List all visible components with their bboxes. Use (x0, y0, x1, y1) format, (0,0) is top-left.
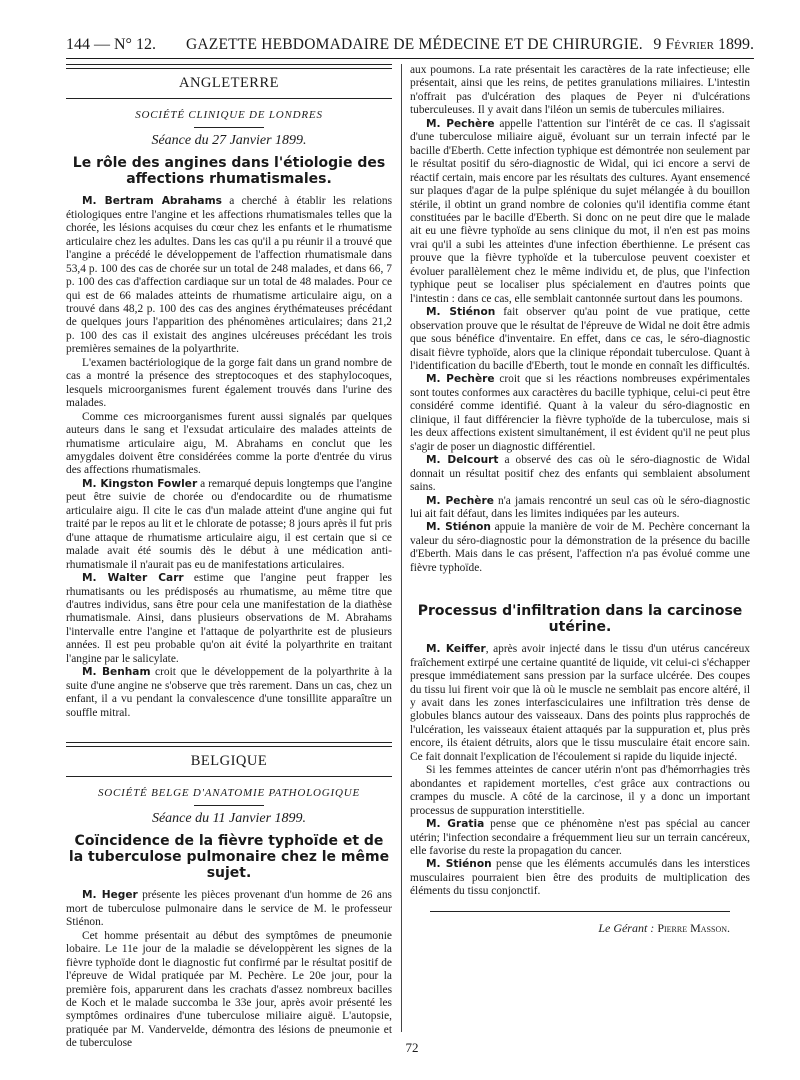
article-title: Coïncidence de la fièvre typhoïde et de la tuberculose pulmonaire chez le même sujet. (68, 833, 390, 882)
signature-label: Le Gérant : (598, 920, 658, 935)
article-title: Le rôle des angines dans l'étiologie des affections rhumatismales. (72, 155, 386, 188)
paragraph (66, 889, 392, 929)
paragraph-text: appuie la manière de voir de M. Pechère concernant la valeur du séro-diagnostic pour la démonstration de la présence du bacille d'Eberth. Mais dans le cas présent, l'affection n'a pas évolué comme une fièvre typhoïde. (410, 521, 750, 574)
page-number: 72 (405, 1040, 419, 1055)
speaker-name: M. Gratia (426, 818, 485, 831)
paragraph (66, 195, 392, 356)
paragraph-text: fait observer qu'au point de vue pratique, cette observation prouve que le résultat de l'épreuve de Widal ne doit être admis que sous bénéfice d'inventaire. En effet, dans ce cas, le séro-diagnostic disait fièvre typhoïde, alors que la clinique répondait tuberculose. Quant à l'identification du bacille d'Eberth, tout le monde en connaît les difficultés. (410, 306, 750, 372)
section-rule (66, 742, 392, 747)
paragraph-text: a cherché à établir les relations étiologiques entre l'angine et les affections rhumatismales telles que la chorée, les lésions acquises du cœur chez les enfants et le rhumatisme articulaire chez les adultes. Dans les cas qu'il a pu réunir il a trouvé que l'angine a précédé le développement de l'affection rhumatismale dans 53,4 p. 100 des cas de chorée sur un total de 248 malades, et dans 66, 7 p. 100 des cas d'affection cardiaque sur un total de 48 malades. Pour ce qui est de 66 malades atteints de rhumatisme articulaire aigu, on a trouvé dans 48,2 p. 100 des cas des angines érythémateuses précédant de quelques jours l'apparition des phénomènes articulaires; dans 21,2 p. 100 des cas il existait des angines ulcéreuses précédant les trois premières semaines de la polyarthrite. (66, 195, 393, 356)
article-body (410, 643, 750, 899)
speaker-name: M. Bertram Abrahams (82, 195, 222, 208)
country-heading-angleterre: ANGLETERRE (178, 75, 280, 91)
signature (410, 922, 750, 935)
speaker-name: M. Heger (82, 889, 138, 902)
paragraph (410, 373, 750, 454)
paragraph (66, 411, 392, 478)
paragraph (410, 306, 750, 373)
speaker-name: M. Pechère (426, 117, 495, 130)
section-rule (66, 98, 392, 99)
speaker-name: M. Pechère (426, 373, 495, 386)
signature-name: Pierre Masson. (657, 920, 730, 935)
paragraph (410, 64, 750, 118)
journal-title: GAZETTE HEBDOMADAIRE DE MÉDECINE ET DE CHIRURGIE. (186, 36, 643, 53)
article-body (66, 195, 392, 720)
article-title: Processus d'infiltration dans la carcinose utérine. (417, 603, 743, 636)
paragraph-text: Cet homme présentait au début des symptômes de pneumonie lobaire. Le 11e jour de la maladie se développèrent les signes de la fièvre typhoïde dont le diagnostic fut confirmé par le résultat positif de l'épreuve de Widal pratiquée par M. Pechère. Le 20e jour, pour la première fois, apparurent dans les crachats d'assez nombreux bacilles de Koch et le malade succomba le 33e jour, après avoir présenté les symptômes ordinaires d'une tuberculose miliaire aiguë. L'autopsie, pratiquée par M. Vandervelde, démontra des lésions de pneumonie et de tuberculose (66, 929, 392, 1050)
paragraph-text: Si les femmes atteintes de cancer utérin n'ont pas d'hémorrhagies très abondantes et rapidement mortelles, c'est grâce aux contractions ou crampes du muscle. A côté de la carcinose, il y a donc un important processus de suppuration interstitielle. (410, 764, 750, 817)
paragraph (66, 572, 392, 666)
society-name: SOCIÉTÉ CLINIQUE DE LONDRES (135, 109, 323, 122)
session-date: Séance du 27 Janvier 1899. (151, 132, 307, 148)
paragraph-text: croit que si les réactions nombreuses expérimentales sont toutes conformes aux caractères du bacille typhique, celui-ci peut être considéré comme identifié. Quant à la valeur du séro-diagnostic en clinique, il faut différencier la fièvre typhoïde de la tuberculose, mais si les deux affections existent simultanément, il est évident qu'il ne peut plus s'agir de poser un diagnostic différentiel. (410, 373, 751, 453)
paragraph-text: pense que ce phénomène n'est pas spécial au cancer utérin; l'infection secondaire a fréquemment lieu sur un terrain cancéreux, elle favorise du reste la propagation du cancer. (410, 818, 751, 858)
issue-date: 9 Février 1899. (653, 36, 754, 53)
speaker-name: M. Stiénon (426, 521, 491, 534)
paragraph-text: croit que le développement de la polyarthrite à la suite d'une angine ne s'observe que très rarement. Dans un cas, chez un enfant, il a vu pendant la convalescence d'une tonsillite apparaître un souffle mitral. (66, 666, 392, 719)
article-body (66, 889, 392, 1050)
speaker-name: M. Benham (82, 666, 151, 679)
paragraph (66, 930, 392, 1051)
signature-rule (430, 911, 730, 912)
paragraph-text: présente les pièces provenant d'un homme de 26 ans mort de tuberculose pulmonaire dans le service de M. le professeur Stiénon. (66, 889, 392, 929)
short-separator (194, 805, 264, 806)
column-divider (401, 64, 402, 1032)
section-rule (66, 64, 392, 69)
speaker-name: M. Keiffer (426, 643, 486, 656)
speaker-name: M. Walter Carr (82, 572, 184, 585)
paragraph (66, 478, 392, 572)
paragraph (410, 764, 750, 818)
article-body-continued (410, 64, 750, 575)
right-column (410, 64, 750, 935)
country-heading-belgique: BELGIQUE (190, 753, 268, 770)
speaker-name: M. Kingston Fowler (82, 477, 198, 490)
paragraph-text: appelle l'attention sur l'intérêt de ce cas. Il s'agissait d'une tuberculose miliaire aiguë, évoluant sur un terrain infecté par le bacille d'Eberth. Cette infection typhique est démontrée non seulement par le résultat positif du séro-diagnostic de Widal, qui ici encore a servi de réactif certain, mais encore par les résultats des cultures. Ayant ensemencé sur plaques d'agar de la pulpe splénique du sujet mélangée à du bouillon stérile, il obtint un grand nombre de colonies qu'il identifia comme étant constituées par le bacille d'Eberth. Si donc on ne peut dire que le malade ait eu une fièvre typhoïde au sens clinique du mot, il n'en est pas moins vrai qu'il a subi les atteintes d'une infection éberthienne. Le présent cas prouve que la fièvre typhoïde et la tuberculose peuvent coexister et évoluer parallèlement chez le même individu et, de plus, que l'infection typhique peut se localiser plus spécialement en d'autres points que l'intestin : dans ce cas, elle semblait cantonnée surtout dans les poumons. (410, 117, 750, 305)
short-separator (194, 127, 264, 128)
paragraph (410, 643, 750, 764)
paragraph (66, 666, 392, 720)
speaker-name: M. Delcourt (426, 454, 499, 467)
paragraph (410, 495, 750, 522)
paragraph-text: Comme ces microorganismes furent aussi signalés par quelques auteurs dans le sang et l'exsudat articulaire des malades atteints de rhumatisme articulaire aigu, M. Abrahams en conclut que les amygdales doivent être considérées comme la porte d'entrée du virus des affections rhumatismales. (66, 410, 392, 477)
paragraph-text: , après avoir injecté dans le tissu d'un utérus cancéreux fraîchement extirpé une certaine quantité de liquide, vit celui-ci s'échapper presque immédiatement sans pression par la surface ulcérée. Des coupes du tissu lui firent voir que là où le muscle ne semblait pas encore altéré, il y avait dans les zones interfasciculaires une infiltration très dense de globules blancs autour des vaisseaux. Dans des points plus rapprochés de l'ulcération, les vaisseaux étaient attaqués par la suppuration et, plus près encore, ils étaient détruits, alors que le tissu musculaire était encore sain. Ce fait donnait l'explication de l'écoulement si rapide du liquide injecté. (410, 643, 750, 763)
speaker-name: M. Stiénon (426, 858, 492, 871)
paragraph-text: pense que les éléments accumulés dans les interstices musculaires pourraient bien être des produits de multiplication des éléments du tissu conjonctif. (410, 858, 750, 898)
page-issue-number: 144 — N° 12. (66, 36, 156, 53)
paragraph (66, 357, 392, 411)
paragraph (410, 858, 750, 898)
society-name: SOCIÉTÉ BELGE D'ANATOMIE PATHOLOGIQUE (97, 787, 361, 800)
paragraph (410, 454, 750, 494)
paragraph (410, 818, 750, 858)
paragraph (410, 521, 750, 575)
speaker-name: M. Pechère (426, 494, 494, 507)
paragraph-text: n'a jamais rencontré un seul cas où le séro-diagnostic lui ait fait défaut, dans les limites indiquées par les auteurs. (410, 494, 751, 520)
paragraph-text: aux poumons. La rate présentait les caractères de la rate infectieuse; elle présentait, ainsi que les reins, de petites granulations miliaires. L'intestin n'offrait pas d'ulcération des plaques de Peyer ni d'ulcérations tuberculeuses. Il y avait dans l'iléon un semis de tubercules miliaires. (410, 64, 750, 117)
section-rule (66, 776, 392, 777)
running-header (66, 34, 754, 59)
speaker-name: M. Stiénon (426, 306, 496, 319)
paragraph-text: L'examen bactériologique de la gorge fait dans un grand nombre de cas a montré la présence des streptocoques et des staphylocoques, lesquels microorganismes furent également trouvés dans l'urine des malades. (66, 356, 392, 410)
paragraph-text: a observé des cas où le séro-diagnostic de Widal donnait un résultat positif chez des enfants qui semblaient absolument sains. (410, 454, 750, 494)
paragraph-text: a remarqué depuis longtemps que l'angine peut être suivie de chorée ou d'endocardite ou de rhumatisme articulaire aigu. Il cite le cas d'un malade atteint d'une angine qui fut traité par le repos au lit et le chlorate de potasse; 8 jours après il fut pris d'une attaque de rhumatisme articulaire aigu, il est certain que si ce malade avait été soumis dès le début à une médication anti-rhumatismale il n'aurait pas eu de manifestations articulaires. (66, 477, 392, 571)
paragraph-text: estime que l'angine peut frapper les rhumatisants ou les prédisposés au rhumatisme, au même titre que d'autres individus, sans être pour cela une manifestation de la diathèse rhumatismale. Ainsi, dans plusieurs observations de M. Abrahams l'intervalle entre l'angine et l'attaque de polyarthrite est de plusieurs années. Il est peu probable qu'on ait évité la polyarthrite en traitant l'angine par le salicylate. (66, 572, 392, 665)
session-date: Séance du 11 Janvier 1899. (151, 810, 307, 826)
left-column (66, 64, 392, 1051)
paragraph (410, 118, 750, 306)
